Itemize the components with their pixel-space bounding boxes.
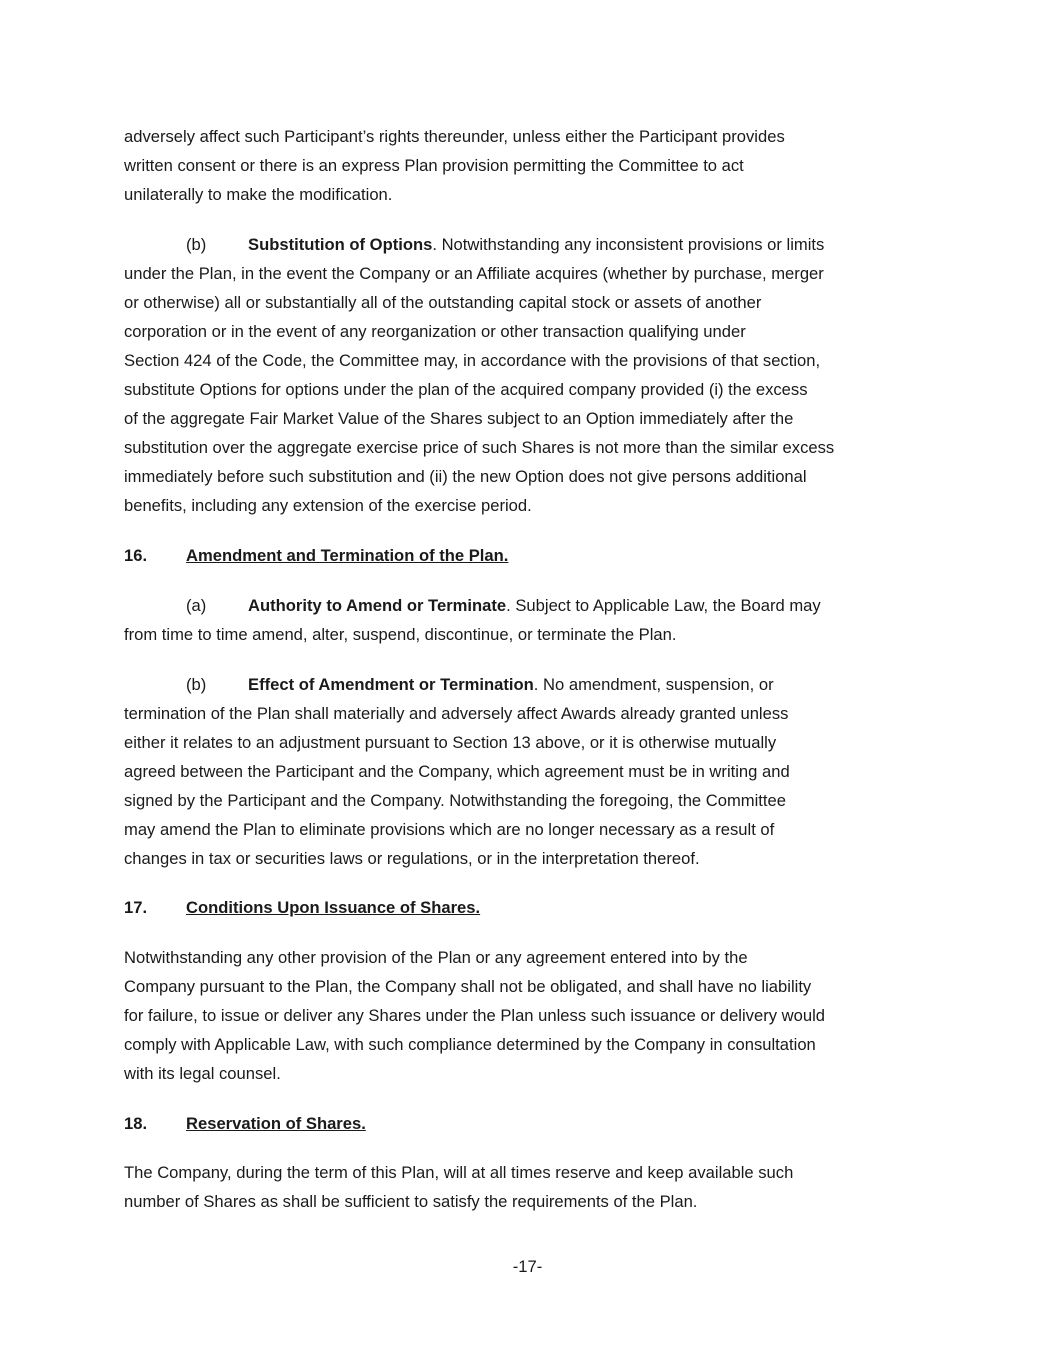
text-line: signed by the Participant and the Company. Notwithstanding the foregoing, the Committee (124, 791, 786, 810)
text-line: Company pursuant to the Plan, the Company shall not be obligated, and shall have no liability (124, 977, 812, 996)
text-line: Section 424 of the Code, the Committee may, in accordance with the provisions of that section, (124, 351, 821, 370)
text-line: adversely affect such Participant’s rights thereunder, unless either the Participant provides (124, 127, 785, 146)
paragraph-17 (124, 943, 944, 1088)
paragraph-body (124, 259, 944, 520)
section-number: 18. (124, 1114, 148, 1133)
section-title: Amendment and Termination of the Plan. (186, 546, 509, 565)
subsection-label: (b) (186, 675, 207, 694)
text-line: benefits, including any extension of the exercise period. (124, 496, 532, 515)
paragraph-text: . No amendment, suspension, or (533, 675, 774, 694)
paragraph-16b-effect (124, 670, 944, 873)
text-line: with its legal counsel. (124, 1064, 281, 1083)
text-line: written consent or there is an express Plan provision permitting the Committee to act (124, 156, 744, 175)
paragraph-18 (124, 1158, 944, 1216)
section-title: Reservation of Shares. (186, 1114, 366, 1133)
paragraph-first-line (124, 670, 944, 699)
text-line: substitute Options for options under the plan of the acquired company provided (i) the excess (124, 380, 808, 399)
text-line: unilaterally to make the modification. (124, 185, 393, 204)
text-line: Notwithstanding any other provision of the Plan or any agreement entered into by the (124, 948, 748, 967)
paragraph-continued (124, 122, 944, 209)
section-title: Conditions Upon Issuance of Shares. (186, 898, 481, 917)
text-line: number of Shares as shall be sufficient to satisfy the requirements of the Plan. (124, 1192, 698, 1211)
section-number: 16. (124, 546, 148, 565)
page-number: -17- (512, 1257, 543, 1276)
subsection-label: (b) (186, 235, 207, 254)
text-line: may amend the Plan to eliminate provisions which are no longer necessary as a result of (124, 820, 775, 839)
paragraph-body (124, 699, 944, 873)
text-line: under the Plan, in the event the Company or an Affiliate acquires (whether by purchase, merger (124, 264, 824, 283)
text-line: either it relates to an adjustment pursuant to Section 13 above, or it is otherwise mutually (124, 733, 777, 752)
section-number: 17. (124, 898, 148, 917)
text-line: from time to time amend, alter, suspend, discontinue, or terminate the Plan. (124, 625, 677, 644)
text-line: changes in tax or securities laws or regulations, or in the interpretation thereof. (124, 849, 700, 868)
subsection-heading: Authority to Amend or Terminate (248, 596, 507, 615)
text-line: for failure, to issue or deliver any Shares under the Plan unless such issuance or delivery would (124, 1006, 825, 1025)
subsection-heading: Effect of Amendment or Termination (248, 675, 534, 694)
subsection-heading: Substitution of Options (248, 235, 433, 254)
paragraph-body (124, 620, 944, 649)
text-line: comply with Applicable Law, with such compliance determined by the Company in consultation (124, 1035, 816, 1054)
paragraph-first-line (124, 230, 944, 259)
paragraph-16a-authority (124, 591, 944, 649)
text-line: termination of the Plan shall materially and adversely affect Awards already granted unless (124, 704, 789, 723)
text-line: The Company, during the term of this Plan, will at all times reserve and keep available such (124, 1163, 794, 1182)
paragraph-15b-substitution-of-options (124, 230, 944, 520)
text-line: agreed between the Participant and the Company, which agreement must be in writing and (124, 762, 790, 781)
paragraph-text: . Subject to Applicable Law, the Board may (506, 596, 821, 615)
text-line: or otherwise) all or substantially all of the outstanding capital stock or assets of another (124, 293, 762, 312)
text-line: corporation or in the event of any reorganization or other transaction qualifying under (124, 322, 746, 341)
paragraph-first-line (124, 591, 944, 620)
text-line: immediately before such substitution and (ii) the new Option does not give persons additional (124, 467, 807, 486)
subsection-label: (a) (186, 596, 207, 615)
text-line: of the aggregate Fair Market Value of the Shares subject to an Option immediately after the (124, 409, 794, 428)
paragraph-text: . Notwithstanding any inconsistent provisions or limits (432, 235, 825, 254)
text-line: substitution over the aggregate exercise price of such Shares is not more than the similar excess (124, 438, 835, 457)
